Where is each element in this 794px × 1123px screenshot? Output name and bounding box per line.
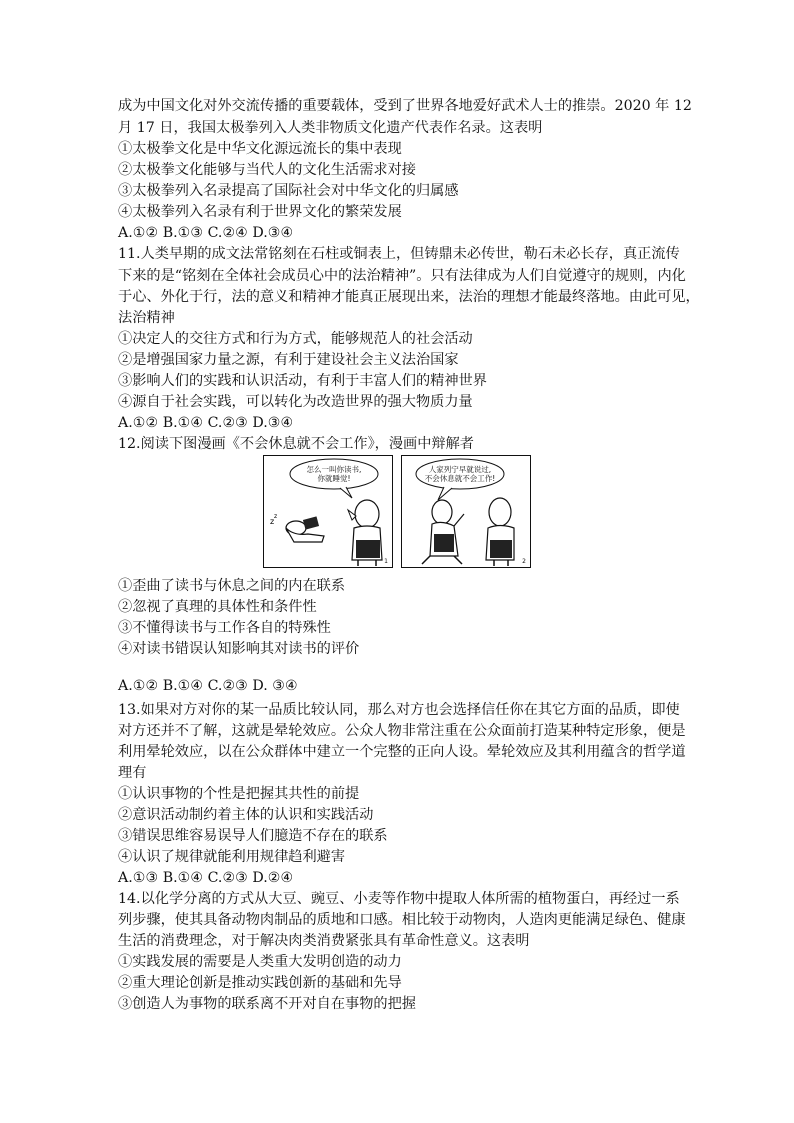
option-line: ①实践发展的需要是人类重大发明创造的动力 [118,954,402,970]
question-11-text: 下来的是“铭刻在全体社会成员心中的法治精神”。只有法律成为人们自觉遵守的规则，内化 [118,268,686,284]
question-11-text: 于心、外化于行，法的意义和精神才能真正展现出来，法治的理想才能最终落地。由此可见， [118,289,700,305]
option-line: ②忽视了真理的具体性和条件性 [118,599,317,615]
option-line: ③影响人们的实践和认识活动，有利于丰富人们的精神世界 [118,373,487,389]
option-line: ①认识事物的个性是把握其共性的前提 [118,786,360,802]
question-14-text: 14.以化学分离的方式从大豆、豌豆、小麦等作物中提取人体所需的植物蛋白，再经过一系 [118,891,680,907]
option-line: ③错误思维容易误导人们臆造不存在的联系 [118,828,388,844]
option-line: ①歪曲了读书与休息之间的内在联系 [118,578,346,594]
question-11-text: 11.人类早期的成文法常铭刻在石柱或铜表上，但铸鼎未必传世，勒石未必长存，真正流传 [118,246,680,262]
option-line: ①决定人的交往方式和行为方式，能够规范人的社会活动 [118,331,473,347]
speech-line: 人家列宁早就说过, [428,465,492,474]
question-12-text: 12.阅读下图漫画《不会休息就不会工作》，漫画中辩解者 [118,436,474,452]
question-14-text: 生活的消费理念，对于解决肉类消费紧张具有革命性意义。这表明 [118,933,530,949]
comic-panel-1 [263,455,393,568]
question-11-text: 法治精神 [118,310,175,326]
option-line: ②太极拳文化能够与当代人的文化生活需求对接 [118,162,416,178]
text-line: 月 17 日，我国太极拳列入人类非物质文化遗产代表作名录。这表明 [118,120,543,136]
question-13-text: 对方还并不了解，这就是晕轮效应。公众人物非常注重在公众面前打造某种特定形象，便是 [118,723,686,739]
panel-number: 2 [522,558,526,565]
comic-panel-2 [401,455,531,568]
answer-choices: A.①② B.①④ C.②③ D.③④ [118,415,294,431]
option-line: ④对读书错误认知影响其对读书的评价 [118,641,360,657]
option-line: ④认识了规律就能利用规律趋利避害 [118,849,346,865]
speech-line: 你就睡觉! [317,474,351,483]
option-line: ①太极拳文化是中华文化源远流长的集中表现 [118,141,402,157]
question-14-text: 列步骤，使其具备动物肉制品的质地和口感。相比较于动物肉，人造肉更能满足绿色、健康 [118,912,686,928]
question-13-text: 利用晕轮效应，以在公众群体中建立一个完整的正向人设。晕轮效应及其利用蕴含的哲学道 [118,744,686,760]
svg-text:z: z [270,517,275,526]
option-line: ②意识活动制约着主体的认识和实践活动 [118,807,374,823]
answer-choices: A.①③ B.①④ C.②③ D.②④ [118,870,294,886]
panel-number: 1 [384,558,388,565]
text-line: 成为中国文化对外交流传播的重要载体，受到了世界各地爱好武术人士的推崇。2020 年 12 [118,98,692,114]
answer-choices: A.①② B.①④ C.②③ D. ③④ [118,678,298,694]
option-line: ③创造人为事物的联系离不开对自在事物的把握 [118,996,416,1012]
question-13-text: 理有 [118,765,147,781]
question-13-text: 13.如果对方对你的某一品质比较认同，那么对方也会选择信任你在其它方面的品质，即使 [118,702,680,718]
speech-line: 不会休息就不会工作! [424,474,496,483]
option-line: ③不懂得读书与工作各自的特殊性 [118,620,331,636]
option-line: ④源自于社会实践，可以转化为改造世界的强大物质力量 [118,394,473,410]
comic-figure [263,455,531,570]
option-line: ③太极拳列入名录提高了国际社会对中华文化的归属感 [118,183,459,199]
answer-choices: A.①② B.①③ C.②④ D.③④ [118,225,294,241]
svg-text:z: z [274,513,278,520]
option-line: ④太极拳列入名录有利于世界文化的繁荣发展 [118,204,402,220]
option-line: ②重大理论创新是推动实践创新的基础和先导 [118,975,402,991]
option-line: ②是增强国家力量之源，有利于建设社会主义法治国家 [118,352,459,368]
speech-line: 怎么一叫你读书, [306,465,362,474]
